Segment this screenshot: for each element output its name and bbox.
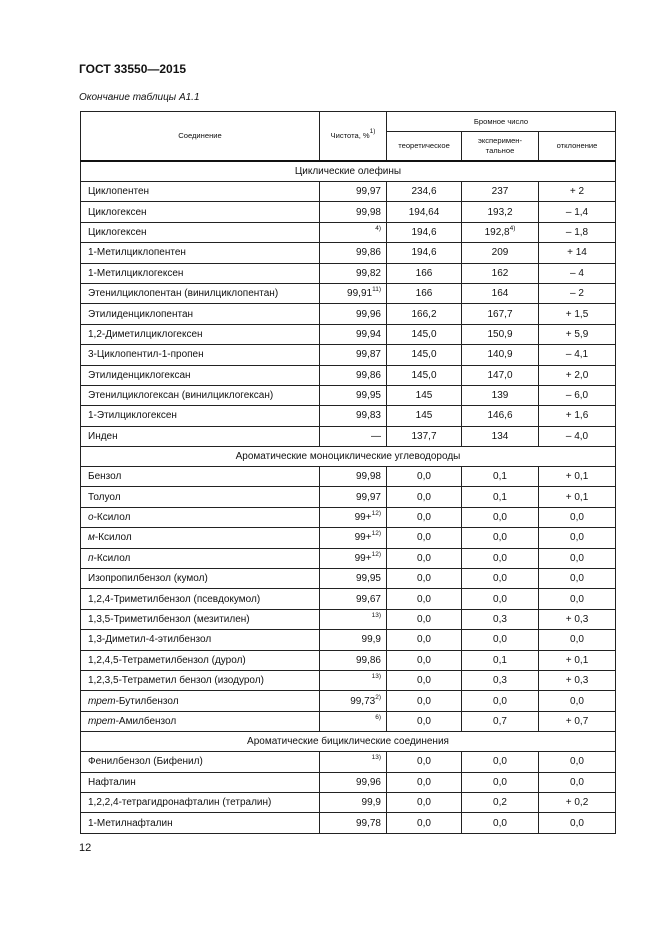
purity-cell: 99,73$^{2)}$ [320,691,387,711]
theoretical-cell: 0,0 [387,630,462,650]
purity-cell [320,711,387,731]
purity-cell: 99,9 [320,630,387,650]
deviation-cell: + 1,6 [539,406,616,426]
purity-cell: 99,78 [320,813,387,833]
table-row [81,609,616,629]
col-deviation-header: отклонение [539,132,616,162]
deviation-cell: + 0,1 [539,467,616,487]
compound-name-text: 1-Метилциклогексен [88,267,184,279]
theoretical-cell: 234,6 [387,182,462,202]
experimental-cell: 0,0 [462,569,539,589]
compound-name-text: 1-Метилнафталин [88,817,173,829]
theoretical-cell: 0,0 [387,569,462,589]
theoretical-cell: 0,0 [387,589,462,609]
purity-cell: 99,82 [320,263,387,283]
section-header-row [81,161,616,182]
table-row [81,670,616,690]
purity-cell: 99,9 [320,792,387,812]
purity-footnote: 13) [371,612,381,619]
compound-name [81,406,320,426]
compound-prefix: м [88,532,95,544]
compound-name [81,569,320,589]
theoretical-cell: 0,0 [387,691,462,711]
theoretical-cell: 0,0 [387,507,462,527]
deviation-cell: 0,0 [539,630,616,650]
experimental-footnote: 4) [509,224,516,232]
compound-name-text: Циклогексен [88,226,147,238]
table-row [81,752,616,772]
experimental-cell: 237 [462,182,539,202]
compound-name [81,507,320,527]
purity-cell: 99,98 [320,467,387,487]
compound-name-text: 3-Циклопентил-1-пропен [88,349,204,361]
theoretical-cell: 145 [387,385,462,405]
compound-name-text: -Амилбензол [115,715,177,727]
section-title: Ароматические моноциклические углеводороды [81,447,616,467]
purity-cell: 99,91$^{11)}$ [320,283,387,303]
document-title: ГОСТ 33550—2015 [79,62,187,76]
deviation-cell: – 2 [539,283,616,303]
compound-name-text: Изопропилбензол (кумол) [88,573,208,585]
col-purity-header: Чистота, %$^{1)}$ [320,112,387,162]
compound-name [81,813,320,833]
deviation-cell: – 4,1 [539,345,616,365]
deviation-cell: – 4,0 [539,426,616,446]
compound-name [81,243,320,263]
purity-cell: 99,94 [320,324,387,344]
theoretical-cell: 194,6 [387,222,462,242]
compound-name [81,691,320,711]
compound-name [81,670,320,690]
theoretical-cell: 0,0 [387,528,462,548]
experimental-cell: 0,3 [462,670,539,690]
compound-name-text: -Ксилол [94,532,132,544]
experimental-cell: 192,8$^{4)}$ [462,222,539,242]
table-row [81,222,616,242]
experimental-cell: 146,6 [462,406,539,426]
experimental-cell: 0,2 [462,792,539,812]
compound-name [81,548,320,568]
theoretical-cell: 0,0 [387,711,462,731]
experimental-cell: 164 [462,283,539,303]
purity-cell: 99+$^{12)}$ [320,548,387,568]
section-title: Ароматические бициклические соединения [81,732,616,752]
deviation-cell: 0,0 [539,772,616,792]
theoretical-cell: 0,0 [387,487,462,507]
purity-cell: 99,87 [320,345,387,365]
purity-cell [320,609,387,629]
table-row [81,650,616,670]
theoretical-cell: 0,0 [387,548,462,568]
table-row [81,711,616,731]
section-header-row [81,732,616,752]
experimental-cell: 193,2 [462,202,539,222]
compound-name-text: Циклопентен [88,186,150,198]
purity-cell: 99,97 [320,182,387,202]
theoretical-cell: 0,0 [387,467,462,487]
theoretical-cell: 166 [387,263,462,283]
compound-name-text: Бензол [88,471,122,483]
table-row [81,182,616,202]
experimental-cell: 0,0 [462,548,539,568]
table-row [81,263,616,283]
table-row [81,569,616,589]
deviation-cell: + 0,7 [539,711,616,731]
purity-cell: 99+$^{12)}$ [320,507,387,527]
theoretical-cell: 137,7 [387,426,462,446]
table-row [81,691,616,711]
purity-cell: — [320,426,387,446]
compound-name-text: Инден [88,430,118,442]
table-row [81,792,616,812]
purity-cell: 99,83 [320,406,387,426]
theoretical-cell: 166 [387,283,462,303]
table-row [81,548,616,568]
compound-name-text: Этенилциклогексан (винилциклогексан) [88,390,274,402]
table-row [81,813,616,833]
purity-cell: 99,86 [320,650,387,670]
deviation-cell: – 1,4 [539,202,616,222]
deviation-cell: + 0,3 [539,609,616,629]
compound-name [81,182,320,202]
table-row [81,630,616,650]
experimental-cell: 0,0 [462,528,539,548]
purity-cell: 99+$^{12)}$ [320,528,387,548]
table-row [81,202,616,222]
experimental-cell: 0,7 [462,711,539,731]
purity-cell: 99,95 [320,385,387,405]
purity-cell: 99,97 [320,487,387,507]
deviation-cell: + 1,5 [539,304,616,324]
table-row [81,589,616,609]
purity-cell [320,670,387,690]
theoretical-cell: 145,0 [387,365,462,385]
deviation-cell: + 0,1 [539,650,616,670]
deviation-cell: 0,0 [539,528,616,548]
compound-prefix: п [88,552,94,564]
experimental-cell: 139 [462,385,539,405]
compound-name [81,426,320,446]
table-row [81,385,616,405]
col-bromine-header: Бромное число [387,112,616,132]
deviation-cell: 0,0 [539,589,616,609]
compound-name-text: 1,2,4-Триметилбензол (псевдокумол) [88,593,261,605]
table-row [81,345,616,365]
purity-cell: 99,86 [320,243,387,263]
page-number: 12 [79,842,92,854]
deviation-cell: + 0,2 [539,792,616,812]
deviation-cell: 0,0 [539,691,616,711]
theoretical-cell: 145,0 [387,324,462,344]
experimental-cell: 0,0 [462,589,539,609]
compound-name-text: Этилиденциклопентан [88,308,194,320]
theoretical-cell: 0,0 [387,813,462,833]
compound-name-text: Толуол [88,491,121,503]
theoretical-cell: 0,0 [387,792,462,812]
compound-name-text: Циклогексен [88,206,147,218]
section-title: Циклические олефины [81,161,616,182]
purity-footnote: 12) [371,530,381,538]
compound-name [81,609,320,629]
compound-name-text: 1,2-Диметилциклогексен [88,328,203,340]
compound-name-text: -Ксилол [93,512,131,524]
compound-name [81,222,320,242]
compound-name [81,792,320,812]
theoretical-cell: 0,0 [387,609,462,629]
section-header-row [81,447,616,467]
data-table [80,111,616,834]
experimental-cell: 0,0 [462,691,539,711]
experimental-cell: 134 [462,426,539,446]
purity-cell [320,222,387,242]
col-theoretical-header: теоретическое [387,132,462,162]
table-row [81,467,616,487]
purity-cell: 99,95 [320,569,387,589]
theoretical-cell: 145,0 [387,345,462,365]
compound-name-text: 1,3,5-Триметилбензол (мезитилен) [88,614,250,625]
compound-name [81,487,320,507]
compound-prefix: трет [88,715,116,727]
theoretical-cell: 194,6 [387,243,462,263]
table-row [81,283,616,303]
compound-name [81,365,320,385]
compound-name [81,589,320,609]
purity-cell: 99,96 [320,304,387,324]
experimental-cell: 0,0 [462,813,539,833]
experimental-cell: 0,0 [462,752,539,772]
purity-cell: 99,96 [320,772,387,792]
experimental-cell: 0,1 [462,467,539,487]
purity-cell: 99,86 [320,365,387,385]
compound-name [81,304,320,324]
compound-name [81,772,320,792]
deviation-cell: 0,0 [539,569,616,589]
compound-name-text: Этенилциклопентан (винилциклопентан) [88,288,279,300]
deviation-cell: – 1,8 [539,222,616,242]
purity-footnote: 4) [375,224,381,232]
compound-name [81,202,320,222]
compound-name [81,283,320,303]
compound-prefix: трет [88,695,116,707]
deviation-cell: 0,0 [539,813,616,833]
deviation-cell: + 2,0 [539,365,616,385]
experimental-cell: 162 [462,263,539,283]
compound-name-text: -Бутилбензол [115,695,179,707]
deviation-cell: + 0,3 [539,670,616,690]
compound-name [81,650,320,670]
deviation-cell: 0,0 [539,507,616,527]
experimental-cell: 0,1 [462,487,539,507]
experimental-cell: 209 [462,243,539,263]
theoretical-cell: 0,0 [387,670,462,690]
compound-name [81,528,320,548]
compound-name [81,630,320,650]
experimental-cell: 167,7 [462,304,539,324]
table-row [81,304,616,324]
compound-name [81,324,320,344]
compound-name-text: Нафталин [88,776,136,788]
table-row [81,528,616,548]
purity-footnote: 13) [371,754,381,762]
table-row [81,365,616,385]
compound-name [81,711,320,731]
purity-cell: 99,67 [320,589,387,609]
purity-cell: 99,98 [320,202,387,222]
experimental-cell: 0,0 [462,507,539,527]
compound-name-text: 1,2,3,5-Тетраметил бензол (изодурол) [88,675,264,687]
theoretical-cell: 194,64 [387,202,462,222]
experimental-cell: 0,0 [462,630,539,650]
compound-prefix: о [88,512,94,524]
deviation-cell: + 0,1 [539,487,616,507]
compound-name-text: Этилиденциклогексан [88,369,191,381]
purity-footnote: 12) [371,550,381,558]
purity-footnote: 6) [375,713,381,721]
compound-name-text: 1-Этилциклогексен [88,410,177,422]
table-row [81,772,616,792]
col-compound-header: Соединение [81,112,320,162]
compound-name-text: 1,2,4,5-Тетраметилбензол (дурол) [88,654,246,666]
experimental-cell: 147,0 [462,365,539,385]
theoretical-cell: 145 [387,406,462,426]
deviation-cell: 0,0 [539,548,616,568]
compound-name-text: Фенилбензол (Бифенил) [88,756,203,768]
purity-footnote: 12) [371,510,381,518]
deviation-cell: – 4 [539,263,616,283]
compound-name [81,752,320,772]
compound-name [81,467,320,487]
compound-name-text: 1,3-Диметил-4-этилбензол [88,634,212,646]
deviation-cell: + 5,9 [539,324,616,344]
theoretical-cell: 166,2 [387,304,462,324]
purity-cell [320,752,387,772]
purity-footnote: 13) [371,673,381,681]
deviation-cell: + 2 [539,182,616,202]
table-row [81,487,616,507]
theoretical-cell: 0,0 [387,650,462,670]
experimental-cell: 140,9 [462,345,539,365]
deviation-cell: – 6,0 [539,385,616,405]
theoretical-cell: 0,0 [387,772,462,792]
table-row [81,426,616,446]
table-row [81,406,616,426]
theoretical-cell: 0,0 [387,752,462,772]
compound-name [81,345,320,365]
deviation-cell: 0,0 [539,752,616,772]
compound-name-text: 1,2,2,4-тетрагидронафталин (тетралин) [88,797,272,809]
table-caption: Окончание таблицы А1.1 [79,92,200,103]
experimental-cell: 0,1 [462,650,539,670]
compound-name [81,385,320,405]
compound-name [81,263,320,283]
table-row [81,324,616,344]
compound-name-text: -Ксилол [93,552,131,564]
table-row [81,507,616,527]
experimental-cell: 0,3 [462,609,539,629]
purity-footnote: 11) [372,286,381,294]
experimental-cell: 0,0 [462,772,539,792]
col-experimental-header: эксперимен- тальное [462,132,539,162]
compound-name-text: 1-Метилциклопентен [88,247,186,259]
experimental-cell: 150,9 [462,324,539,344]
table-row [81,243,616,263]
deviation-cell: + 14 [539,243,616,263]
purity-footnote: 2) [375,693,381,701]
